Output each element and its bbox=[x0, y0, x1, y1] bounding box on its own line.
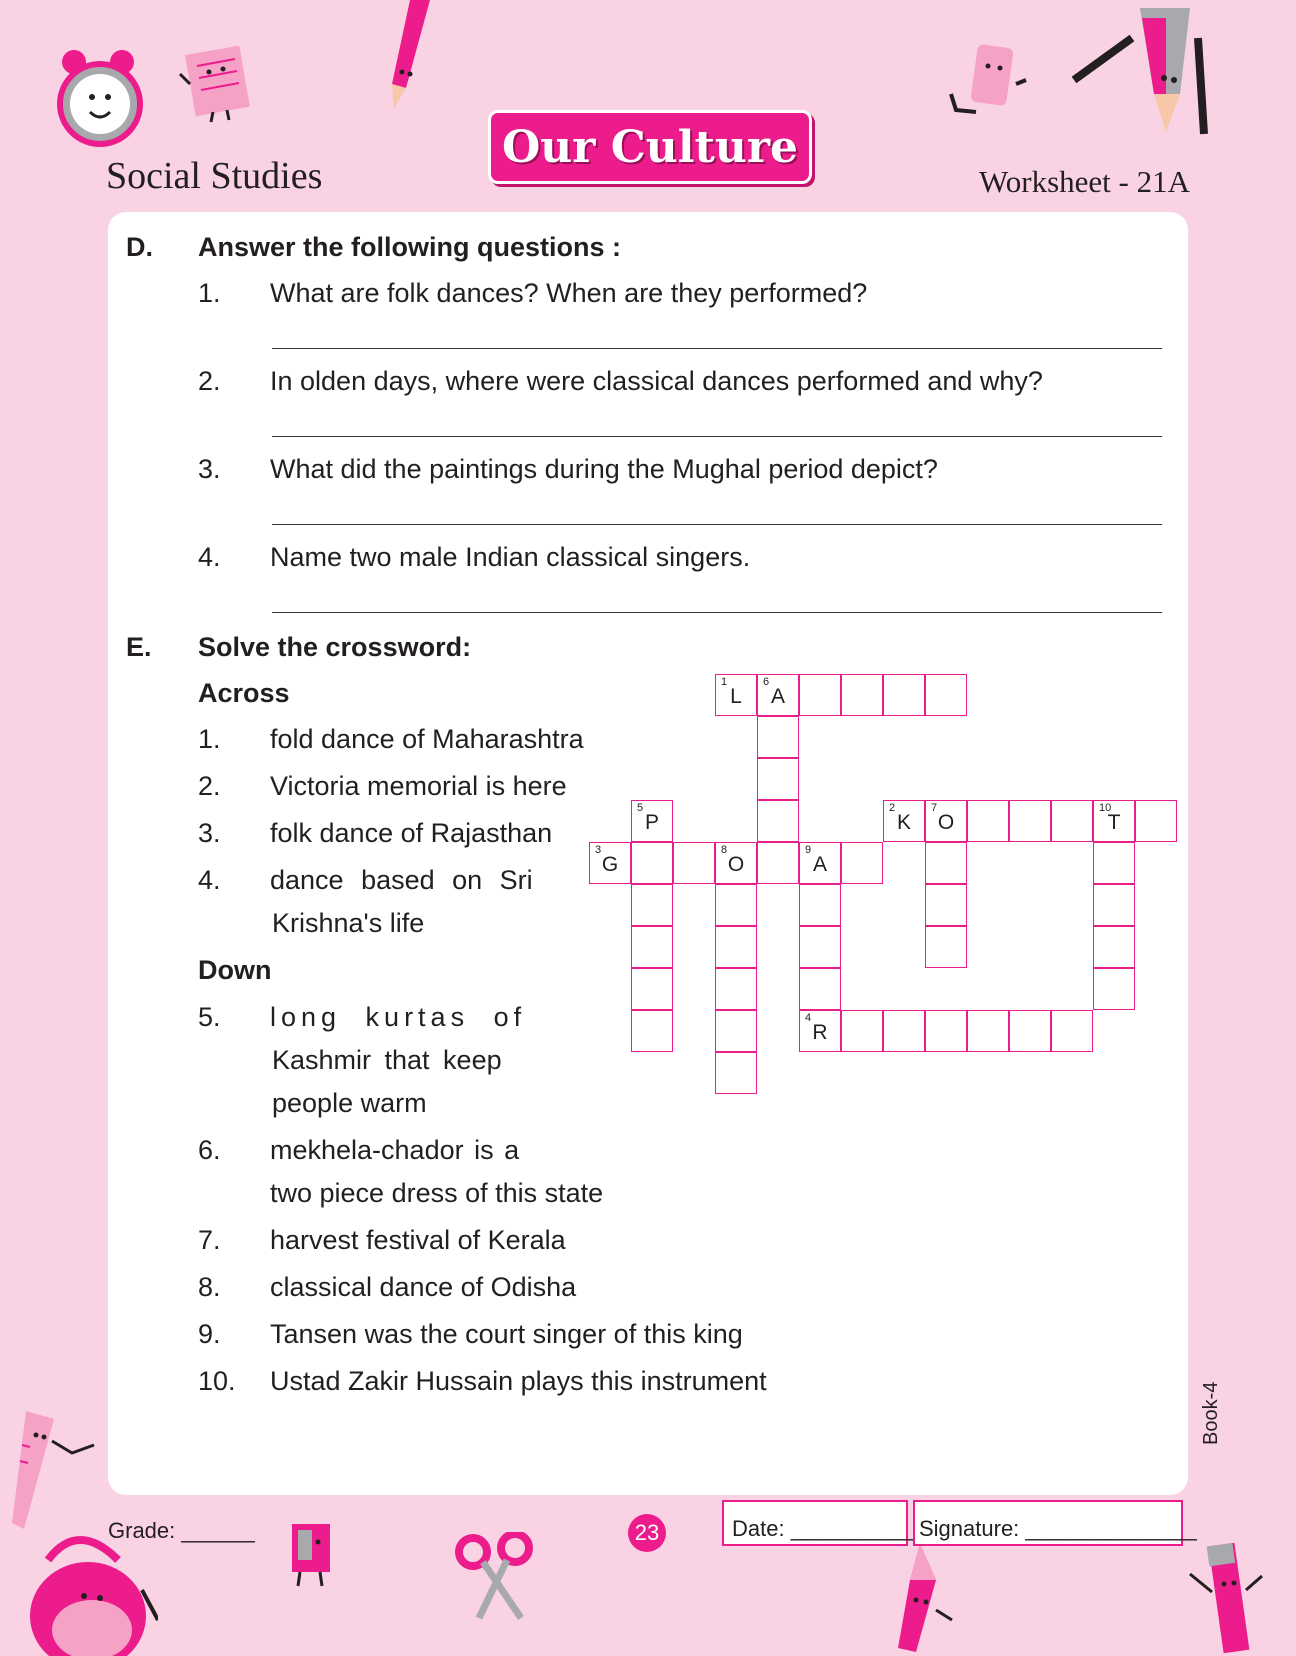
crossword-clue-number: 10 bbox=[1099, 802, 1112, 814]
crossword-cell[interactable] bbox=[799, 968, 841, 1010]
crossword-cell[interactable] bbox=[757, 842, 799, 884]
crossword-cell[interactable] bbox=[757, 674, 799, 716]
crossword-cell[interactable] bbox=[841, 842, 883, 884]
question-text: In olden days, where were classical dances performed and why? bbox=[270, 366, 1043, 396]
ruler-icon bbox=[6, 1405, 96, 1535]
section-heading-d: Answer the following questions : bbox=[198, 232, 622, 262]
question-number: 1. bbox=[198, 278, 221, 308]
crossword-clue-number: 8 bbox=[721, 844, 728, 856]
clue-number: 3. bbox=[198, 818, 221, 848]
crossword-cell[interactable] bbox=[925, 800, 967, 842]
crossword-cell[interactable] bbox=[715, 926, 757, 968]
crossword-cell[interactable] bbox=[631, 884, 673, 926]
crossword-given-letter: R bbox=[812, 1021, 828, 1044]
crossword-cell[interactable] bbox=[799, 1010, 841, 1052]
crossword-cell[interactable] bbox=[883, 674, 925, 716]
answer-line[interactable] bbox=[272, 348, 1162, 349]
crossword-cell[interactable] bbox=[1009, 800, 1051, 842]
crossword-given-letter: O bbox=[937, 811, 955, 834]
crossword-cell[interactable] bbox=[757, 800, 799, 842]
crossword-given-letter: L bbox=[730, 685, 742, 708]
crossword-given-letter: T bbox=[1107, 811, 1121, 834]
clue-number: 1. bbox=[198, 724, 221, 754]
crossword-cell[interactable] bbox=[925, 1010, 967, 1052]
clue-number: 10. bbox=[198, 1366, 236, 1396]
crossword-cell[interactable] bbox=[967, 1010, 1009, 1052]
clue-text: mekhela-chador is a bbox=[270, 1135, 520, 1165]
clue-text: harvest festival of Kerala bbox=[270, 1225, 566, 1255]
crossword-clue-number: 7 bbox=[931, 802, 938, 814]
crossword-cell[interactable] bbox=[1093, 884, 1135, 926]
clue-number: 8. bbox=[198, 1272, 221, 1302]
clue-text: classical dance of Odisha bbox=[270, 1272, 577, 1302]
book-reference: Book-4 bbox=[1200, 1381, 1222, 1445]
notebook-icon bbox=[175, 44, 260, 124]
scissors-icon bbox=[455, 1532, 535, 1622]
crossword-cell[interactable] bbox=[631, 968, 673, 1010]
crossword-clue-number: 1 bbox=[721, 676, 728, 688]
crossword-given-letter: P bbox=[644, 811, 659, 834]
clue-text: folk dance of Rajasthan bbox=[270, 818, 553, 848]
crossword-cell[interactable] bbox=[631, 1010, 673, 1052]
crossword-cell[interactable] bbox=[841, 674, 883, 716]
crossword-cell[interactable] bbox=[841, 1010, 883, 1052]
crossword-cell[interactable] bbox=[1009, 1010, 1051, 1052]
crossword-cell[interactable] bbox=[1051, 800, 1093, 842]
crossword-cell[interactable] bbox=[883, 800, 925, 842]
section-letter-e: E. bbox=[126, 632, 152, 662]
crossword-cell[interactable] bbox=[715, 884, 757, 926]
crossword-cell[interactable] bbox=[715, 842, 757, 884]
clue-text: Victoria memorial is here bbox=[270, 771, 567, 801]
pencil-character-icon bbox=[1070, 8, 1210, 138]
answer-line[interactable] bbox=[272, 436, 1162, 437]
crossword-cell[interactable] bbox=[715, 674, 757, 716]
across-heading: Across bbox=[198, 678, 290, 708]
crossword-clue-number: 9 bbox=[805, 844, 812, 856]
crossword-cell[interactable] bbox=[589, 842, 631, 884]
clue-text: dance based on Sri bbox=[270, 865, 533, 895]
crossword-clue-number: 3 bbox=[595, 844, 602, 856]
page-number-badge bbox=[628, 1514, 666, 1552]
clue-text: people warm bbox=[272, 1088, 427, 1118]
crossword-cell[interactable] bbox=[799, 884, 841, 926]
crossword-given-letter: A bbox=[812, 853, 827, 876]
clue-number: 5. bbox=[198, 1002, 221, 1032]
clue-number: 4. bbox=[198, 865, 221, 895]
question-text: Name two male Indian classical singers. bbox=[270, 542, 751, 572]
answer-line[interactable] bbox=[272, 524, 1162, 525]
down-heading: Down bbox=[198, 955, 272, 985]
clue-text: Ustad Zakir Hussain plays this instrument bbox=[270, 1366, 767, 1396]
question-number: 3. bbox=[198, 454, 221, 484]
eraser-icon bbox=[946, 40, 1031, 120]
crossword-clue-number: 2 bbox=[889, 802, 896, 814]
worksheet-number: Worksheet - 21A bbox=[978, 164, 1190, 199]
clue-text: long kurtas of bbox=[270, 1002, 527, 1032]
crossword-cell[interactable] bbox=[715, 968, 757, 1010]
crossword-cell[interactable] bbox=[1093, 800, 1135, 842]
crossword-cell[interactable] bbox=[1093, 842, 1135, 884]
crayon-icon bbox=[880, 1540, 960, 1656]
clue-number: 7. bbox=[198, 1225, 221, 1255]
date-box[interactable] bbox=[722, 1500, 914, 1546]
crossword-clue-number: 4 bbox=[805, 1012, 812, 1024]
signature-field[interactable]: Signature: ______________ bbox=[919, 1516, 1197, 1541]
grade-field[interactable]: Grade: ______ bbox=[108, 1518, 255, 1543]
crossword-cell[interactable] bbox=[967, 800, 1009, 842]
crossword-clue-number: 6 bbox=[763, 676, 770, 688]
crossword-cell[interactable] bbox=[799, 842, 841, 884]
pencil-icon bbox=[380, 0, 440, 112]
section-letter-d: D. bbox=[126, 232, 153, 262]
crossword-cell[interactable] bbox=[715, 1010, 757, 1052]
question-text: What are folk dances? When are they performed? bbox=[270, 278, 868, 308]
page-number: 23 bbox=[634, 1520, 660, 1545]
crossword-clue-number: 5 bbox=[637, 802, 644, 814]
clue-text: two piece dress of this state bbox=[270, 1178, 604, 1208]
clue-number: 9. bbox=[198, 1319, 221, 1349]
question-number: 4. bbox=[198, 542, 221, 572]
crossword-given-letter: G bbox=[601, 853, 619, 876]
alarm-clock-icon bbox=[52, 42, 152, 157]
crossword-cell[interactable] bbox=[799, 926, 841, 968]
sharpener-icon bbox=[282, 1520, 342, 1590]
date-field[interactable]: Date: __________ bbox=[732, 1516, 914, 1541]
question-number: 2. bbox=[198, 366, 221, 396]
crossword-cell[interactable] bbox=[1093, 926, 1135, 968]
crossword-cell[interactable] bbox=[757, 758, 799, 800]
crossword-given-letter: K bbox=[896, 811, 911, 834]
section-heading-e: Solve the crossword: bbox=[198, 632, 472, 662]
crossword-cell[interactable] bbox=[925, 926, 967, 968]
pencil-character-icon bbox=[1186, 1540, 1266, 1656]
crossword-cell[interactable] bbox=[799, 674, 841, 716]
clue-number: 6. bbox=[198, 1135, 221, 1165]
worksheet-title: Our Culture bbox=[501, 121, 799, 173]
crossword-cell[interactable] bbox=[1093, 968, 1135, 1010]
signature-box[interactable] bbox=[913, 1500, 1197, 1546]
worksheet-title-banner bbox=[488, 110, 812, 184]
question-text: What did the paintings during the Mughal period depict? bbox=[270, 454, 938, 484]
crossword-cell[interactable] bbox=[673, 842, 715, 884]
clue-number: 2. bbox=[198, 771, 221, 801]
crossword-cell[interactable] bbox=[1051, 1010, 1093, 1052]
crossword-cell[interactable] bbox=[631, 800, 673, 842]
crossword-given-letter: A bbox=[770, 685, 785, 708]
clue-text: Kashmir that keep bbox=[272, 1045, 502, 1075]
crossword-cell[interactable] bbox=[715, 1052, 757, 1094]
crossword-cell[interactable] bbox=[925, 842, 967, 884]
crossword-cell[interactable] bbox=[883, 1010, 925, 1052]
crossword-cell[interactable] bbox=[1135, 800, 1177, 842]
crossword-cell[interactable] bbox=[631, 926, 673, 968]
clue-text: fold dance of Maharashtra bbox=[270, 724, 584, 754]
crossword-cell[interactable] bbox=[757, 716, 799, 758]
clue-text: Krishna's life bbox=[272, 908, 425, 938]
subject-label: Social Studies bbox=[106, 155, 323, 197]
crossword-cell[interactable] bbox=[631, 842, 673, 884]
crossword-cell[interactable] bbox=[925, 884, 967, 926]
crossword-given-letter: O bbox=[727, 853, 745, 876]
answer-line[interactable] bbox=[272, 612, 1162, 613]
clue-text: Tansen was the court singer of this king bbox=[270, 1319, 743, 1349]
crossword-cell[interactable] bbox=[925, 674, 967, 716]
